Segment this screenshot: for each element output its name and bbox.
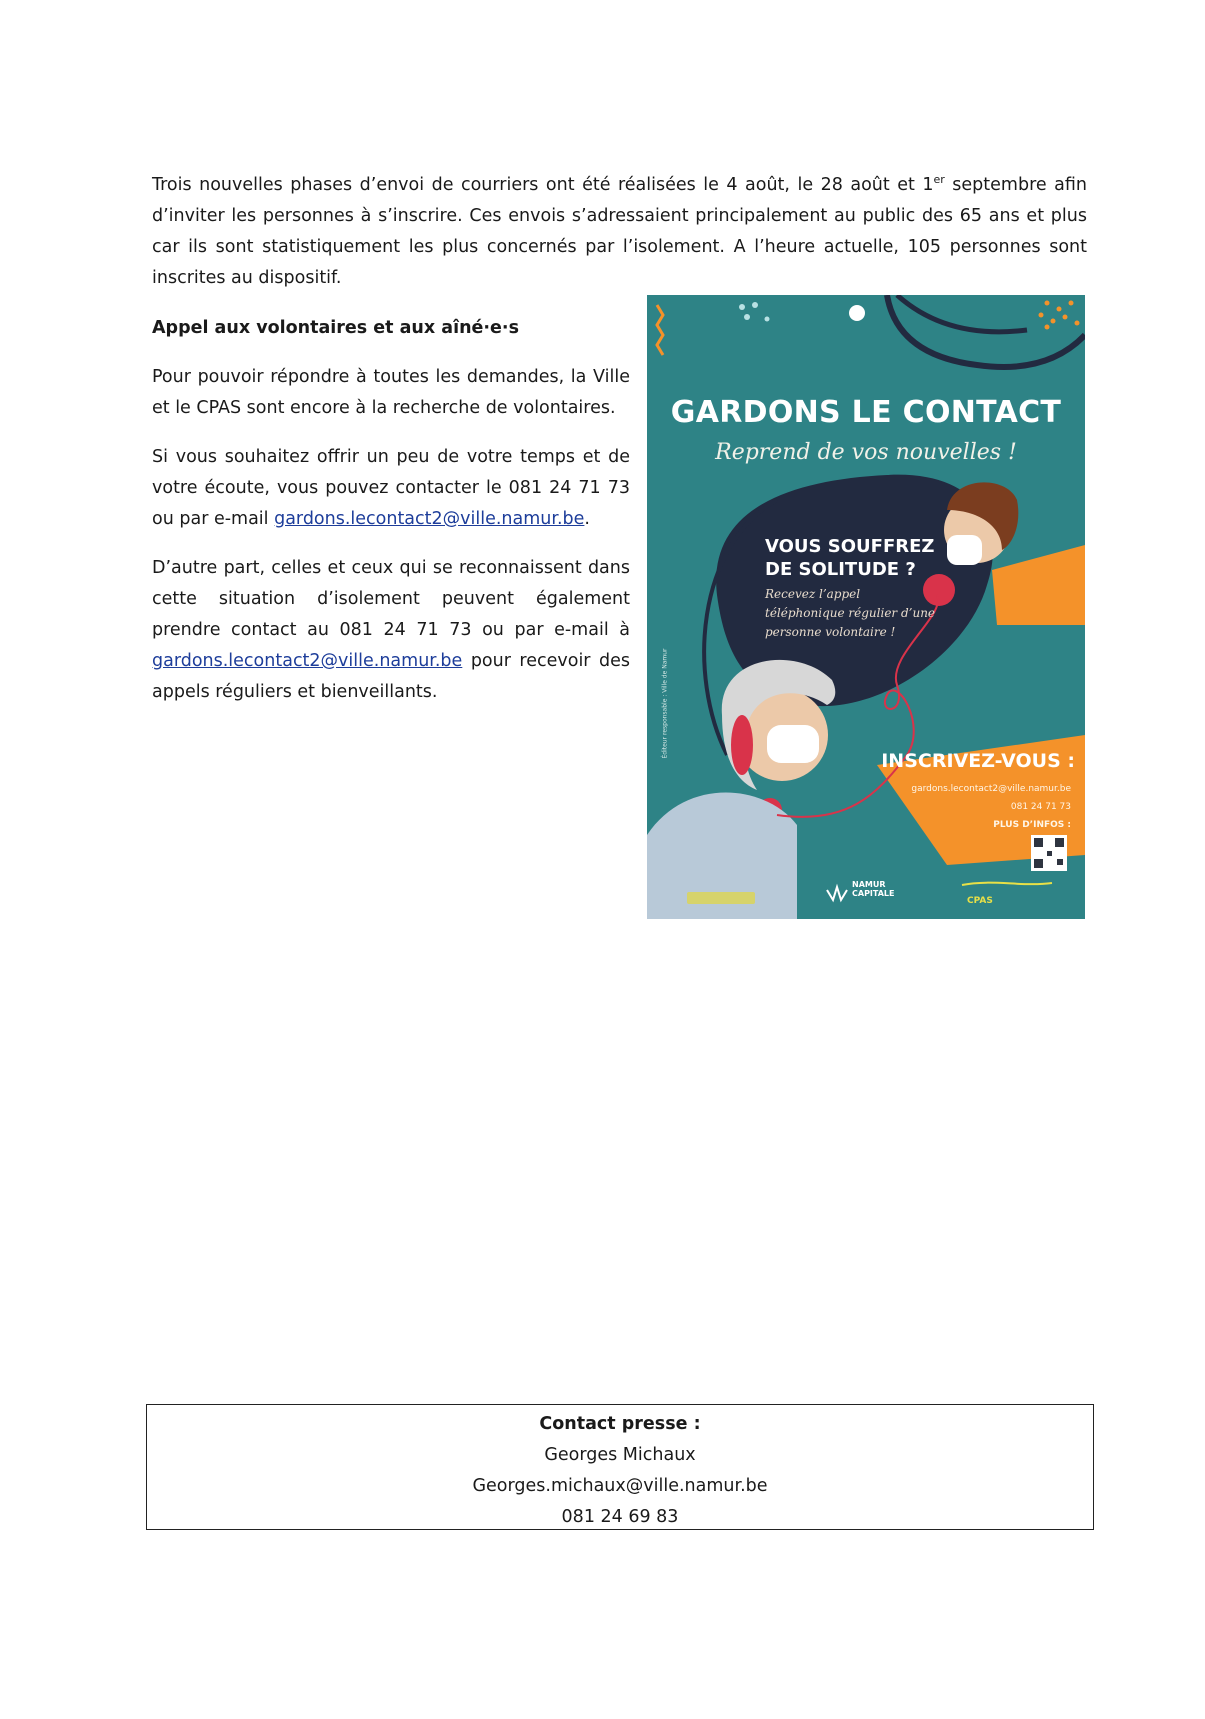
press-contact-box — [146, 1404, 1094, 1530]
poster-subtitle: Reprend de vos nouvelles ! — [715, 440, 1017, 465]
poster-cta-more: PLUS D’INFOS : — [993, 820, 1071, 830]
intro-text-2: septembre afin d’inviter les personnes à s’inscrire. Ces envois s’adressaient principalement au public des 65 ans et plus car ils sont statistiquement les plus concernés par l’isolement. A l’heure actuelle, 105 personnes sont inscrites au dispositif. — [152, 175, 1087, 288]
paragraph-offer-time: Si vous souhaitez offrir un peu de votre temps et de votre écoute, vous pouvez contacter le 081 24 71 73 ou par e-mail gardons.lecontact2@ville.namur.be. — [152, 447, 630, 529]
paragraph-search-volunteers: Pour pouvoir répondre à toutes les demandes, la Ville et le CPAS sont encore à la recherche de volontaires. — [152, 367, 630, 418]
poster-question-detail: Recevez l’appel téléphonique régulier d’une personne volontaire ! — [765, 587, 936, 639]
poster-cta: INSCRIVEZ-VOUS : — [881, 750, 1075, 772]
intro-paragraph — [152, 170, 1087, 294]
intro-superscript: er — [933, 173, 945, 187]
contact-name: Georges Michaux — [544, 1445, 696, 1465]
poster-cta-email: gardons.lecontact2@ville.namur.be — [911, 784, 1071, 794]
namur-logo: NAMUR CAPITALE — [852, 880, 895, 898]
contact-email[interactable]: Georges.michaux@ville.namur.be — [472, 1476, 768, 1496]
paragraph-isolation-contact: D’autre part, celles et ceux qui se reconnaissent dans cette situation d’isolement peuvent également prendre contact au 081 24 71 73 ou par e-mail à gardons.lecontact2@ville.namur.be pour recevoir des appels réguliers et bienveillants. — [152, 558, 630, 702]
contact-title: Contact presse : — [539, 1414, 701, 1434]
cpas-logo: CPAS — [967, 896, 993, 906]
email-link-isolated[interactable]: gardons.lecontact2@ville.namur.be — [152, 651, 463, 671]
poster-editor-note: Éditeur responsable : Ville de Namur — [661, 648, 669, 759]
email-link-volunteers[interactable]: gardons.lecontact2@ville.namur.be — [274, 509, 585, 529]
section-heading: Appel aux volontaires et aux aîné·e·s — [152, 318, 519, 338]
poster-cta-phone: 081 24 71 73 — [1010, 802, 1071, 812]
intro-text-1: Trois nouvelles phases d’envoi de courriers ont été réalisées le 4 août, le 28 août et 1 — [152, 175, 934, 195]
poster-title: GARDONS LE CONTACT — [670, 395, 1062, 430]
volunteer-section — [152, 314, 630, 726]
poster-question: VOUS SOUFFREZ DE SOLITUDE ? — [765, 536, 935, 580]
contact-phone: 081 24 69 83 — [561, 1507, 679, 1527]
campaign-poster — [647, 295, 1085, 919]
